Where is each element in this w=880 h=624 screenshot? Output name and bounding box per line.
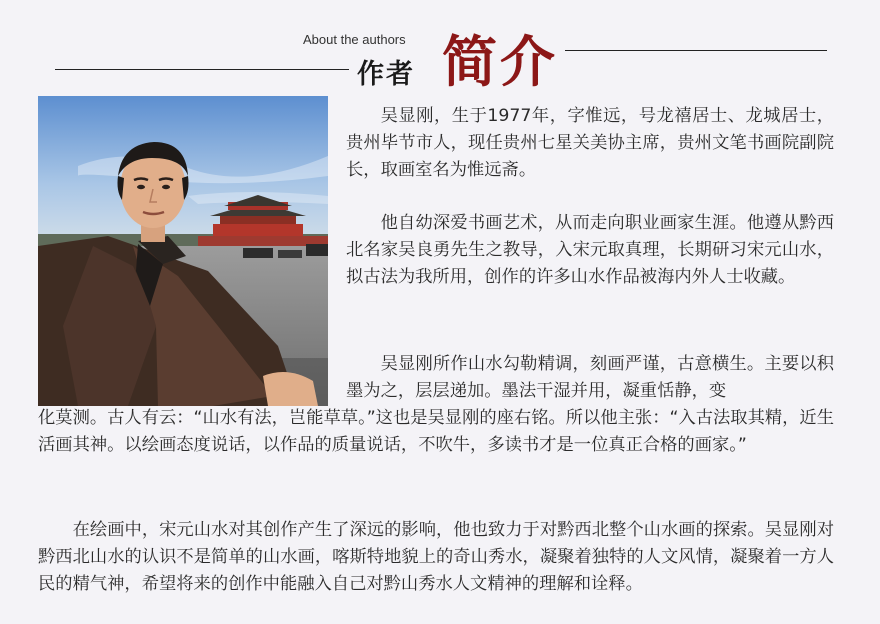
author-photo [38,96,328,406]
bio-paragraph-2: 他自幼深爱书画艺术，从而走向职业画家生涯。他遵从黔西北名家吴良勇先生之教导，入宋元取真理，长期研习宋元山水，拟古法为我所用，创作的许多山水作品被海内外人士收藏。 [346,213,834,287]
author-photo-illustration [38,96,328,406]
header-title-small: 作者 [357,59,415,90]
header-rule-left [55,69,349,70]
bio-paragraph-3-part-1: 吴显刚所作山水勾勒精调，刻画严谨，古意横生。主要以积墨为之，层层递加。墨法干湿并用，凝重恬静，变 [346,354,834,401]
bio-paragraph-4: 在绘画中，宋元山水对其创作产生了深远的影响，他也致力于对黔西北整个山水画的探索。吴显刚对黔西北山水的认识不是简单的山水画，喀斯特地貌上的奇山秀水，凝聚着独特的人文风情，凝聚着一方人民的精气神，希望将来的创作中能融入自己对黔山秀水人文精神的理解和诠释。 [38,520,834,594]
header-rule-right [565,50,827,51]
header-subtitle: About the authors [303,32,406,47]
section-header [0,0,880,95]
bio-paragraph-1: 吴显刚，生于1977年，字惟远，号龙禧居士、龙城居士，贵州毕节市人，现任贵州七星关美协主席，贵州文笔书画院副院长，取画室名为惟远斋。 [346,106,834,180]
bio-paragraph-3-part-2: 化莫测。古人有云：“山水有法，岂能草草。”这也是吴显刚的座右铭。所以他主张：“入古法取其精，近生活画其神。以绘画态度说话，以作品的质量说话，不吹牛，多读书才是一位真正合格的画家。” [38,408,834,455]
header-title-big: 简介 [442,29,559,94]
